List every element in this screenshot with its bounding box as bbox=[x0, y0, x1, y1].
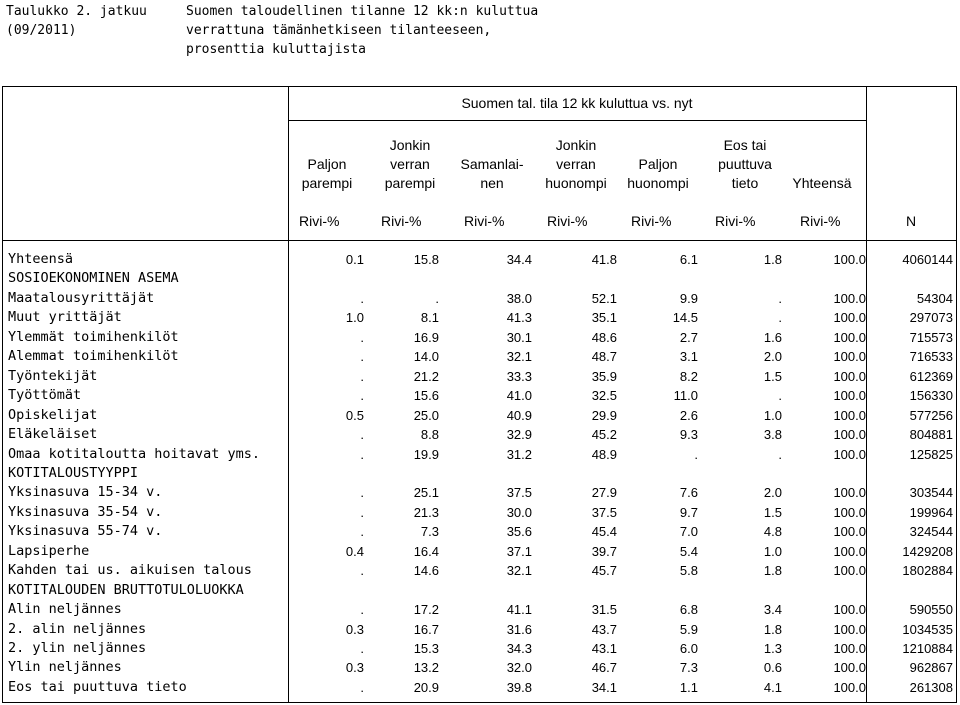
table-cell: 25.1 bbox=[413, 485, 439, 501]
table-cell: . bbox=[360, 388, 364, 404]
table-cell: 100.0 bbox=[833, 388, 866, 404]
table-cell: 2.6 bbox=[679, 407, 698, 423]
table-cell: 27.9 bbox=[591, 485, 617, 501]
table-cell: 100.0 bbox=[833, 563, 866, 579]
table-cell: . bbox=[360, 446, 364, 462]
table-cell: 34.1 bbox=[591, 679, 617, 695]
section-heading: SOSIOEKONOMINEN ASEMA bbox=[8, 270, 179, 287]
table-cell: 100.0 bbox=[833, 349, 866, 365]
table-cell: 297073 bbox=[909, 310, 953, 326]
table-cell: 1802884 bbox=[902, 563, 953, 579]
table-cell: . bbox=[360, 504, 364, 520]
table-cell: 7.3 bbox=[679, 660, 698, 676]
table-cell: 716533 bbox=[909, 349, 953, 365]
table-cell: 100.0 bbox=[833, 290, 866, 306]
table-row bbox=[0, 542, 960, 561]
table-cell: . bbox=[360, 524, 364, 540]
table-title: Suomen taloudellinen tilanne 12 kk:n kuluttua verrattuna tämänhetkiseen tilanteeseen, prosenttia kuluttajista bbox=[186, 4, 539, 57]
table-cell: 1.0 bbox=[763, 407, 782, 423]
table-cell: 11.0 bbox=[673, 388, 698, 404]
table-cell: 43.7 bbox=[591, 621, 617, 637]
table-cell: 7.6 bbox=[679, 485, 698, 501]
header-divider bbox=[2, 240, 957, 241]
table-cell: 15.3 bbox=[413, 641, 439, 656]
row-label: Muut yrittäjät bbox=[8, 309, 122, 326]
table-cell: 39.7 bbox=[591, 543, 617, 559]
table-row bbox=[0, 561, 960, 580]
table-cell: 31.6 bbox=[506, 621, 532, 637]
table-cell: 16.4 bbox=[413, 543, 439, 559]
table-cell: 962867 bbox=[909, 660, 953, 676]
table-cell: 100.0 bbox=[833, 329, 866, 345]
table-cell: 32.1 bbox=[506, 349, 532, 365]
table-cell: . bbox=[360, 329, 364, 345]
table-cell: 100.0 bbox=[833, 504, 866, 520]
table-cell: 1.5 bbox=[763, 368, 782, 384]
table-cell: 7.3 bbox=[420, 524, 439, 540]
column-header: Yhteensä bbox=[792, 175, 852, 191]
column-header: Jonkin verran huonompi bbox=[545, 137, 607, 191]
table-cell: 37.1 bbox=[506, 543, 532, 559]
table-cell: 100.0 bbox=[833, 252, 866, 267]
table-cell: 125825 bbox=[909, 446, 953, 462]
table-row bbox=[0, 406, 960, 425]
table-cell: 577256 bbox=[909, 407, 953, 423]
table-cell: 35.9 bbox=[591, 368, 617, 384]
row-label: 2. alin neljännes bbox=[8, 620, 147, 637]
column-header: Eos tai puuttuva tieto bbox=[718, 137, 772, 191]
table-cell: 14.6 bbox=[413, 563, 439, 579]
table-cell: 715573 bbox=[909, 329, 953, 345]
table-cell: . bbox=[435, 290, 439, 306]
table-cell: . bbox=[778, 310, 782, 326]
table-cell: 4.8 bbox=[763, 524, 782, 540]
table-cell: 100.0 bbox=[833, 621, 866, 637]
table-cell: 45.2 bbox=[591, 427, 617, 443]
table-row bbox=[0, 250, 960, 269]
table-cell: 54304 bbox=[916, 290, 953, 306]
table-cell: 21.3 bbox=[413, 504, 439, 520]
table-cell: 1.6 bbox=[763, 329, 782, 345]
table-cell: 612369 bbox=[909, 368, 953, 384]
table-cell: 45.4 bbox=[591, 524, 617, 540]
table-cell: . bbox=[778, 446, 782, 462]
table-cell: 34.3 bbox=[506, 641, 532, 656]
table-cell: 100.0 bbox=[833, 446, 866, 462]
table-cell: . bbox=[360, 290, 364, 306]
table-cell: 17.2 bbox=[413, 602, 439, 618]
table-cell: 30.1 bbox=[506, 329, 532, 345]
table-cell: . bbox=[360, 679, 364, 695]
table-cell: 5.9 bbox=[679, 621, 698, 637]
table-cell: 48.9 bbox=[591, 446, 617, 462]
table-cell: 13.2 bbox=[413, 660, 439, 676]
row-label: Eos tai puuttuva tieto bbox=[8, 678, 187, 695]
table-cell: 2.0 bbox=[763, 485, 782, 501]
table-cell: 46.7 bbox=[591, 660, 617, 676]
table-cell: 9.3 bbox=[679, 427, 698, 443]
table-cell: 43.1 bbox=[591, 641, 617, 656]
table-cell: 31.5 bbox=[591, 602, 617, 618]
table-cell: 9.9 bbox=[679, 290, 698, 306]
table-cell: 100.0 bbox=[833, 641, 866, 656]
table-row bbox=[0, 678, 960, 697]
table-cell: 16.7 bbox=[413, 621, 439, 637]
table-row bbox=[0, 522, 960, 541]
table-cell: 1.8 bbox=[763, 563, 782, 579]
table-cell: 100.0 bbox=[833, 524, 866, 540]
table-cell: 41.8 bbox=[591, 252, 617, 267]
row-label: Eläkeläiset bbox=[8, 426, 98, 443]
table-cell: 5.8 bbox=[679, 563, 698, 579]
table-cell: 34.4 bbox=[506, 252, 532, 267]
table-cell: 199964 bbox=[909, 504, 953, 520]
table-cell: 0.6 bbox=[763, 660, 782, 676]
row-label: Omaa kotitaloutta hoitavat yms. bbox=[8, 445, 260, 462]
group-title: Suomen tal. tila 12 kk kuluttua vs. nyt bbox=[461, 95, 693, 111]
row-label: Yksinasuva 55-74 v. bbox=[8, 523, 163, 540]
table-cell: 8.1 bbox=[420, 310, 439, 326]
table-cell: 1034535 bbox=[902, 621, 953, 637]
table-cell: 100.0 bbox=[833, 543, 866, 559]
table-cell: . bbox=[360, 563, 364, 579]
unit-label: Rivi-% bbox=[800, 213, 841, 229]
table-row bbox=[0, 308, 960, 327]
table-cell: 4.1 bbox=[763, 679, 782, 695]
table-cell: 38.0 bbox=[506, 290, 532, 306]
table-row bbox=[0, 620, 960, 639]
table-cell: . bbox=[360, 349, 364, 365]
table-row bbox=[0, 658, 960, 677]
row-label: Ylin neljännes bbox=[8, 659, 122, 676]
unit-label: Rivi-% bbox=[299, 213, 340, 229]
row-label: Ylemmät toimihenkilöt bbox=[8, 328, 179, 345]
table-row bbox=[0, 483, 960, 502]
table-cell: 45.7 bbox=[591, 563, 617, 579]
table-cell: 48.6 bbox=[591, 329, 617, 345]
section-heading-row bbox=[0, 269, 960, 288]
unit-label: Rivi-% bbox=[631, 213, 672, 229]
table-cell: 261308 bbox=[909, 679, 953, 695]
unit-label: N bbox=[906, 213, 917, 229]
table-cell: 35.6 bbox=[506, 524, 532, 540]
table-cell: . bbox=[360, 602, 364, 618]
table-cell: 2.0 bbox=[763, 349, 782, 365]
table-cell: 0.3 bbox=[345, 621, 364, 637]
table-cell: . bbox=[360, 427, 364, 443]
table-cell: 100.0 bbox=[833, 427, 866, 443]
table-cell: 324544 bbox=[909, 524, 953, 540]
row-label: Yhteensä bbox=[8, 251, 74, 267]
table-cell: 3.8 bbox=[763, 427, 782, 443]
table-cell: . bbox=[778, 290, 782, 306]
table-cell: 156330 bbox=[909, 388, 953, 404]
row-label: Lapsiperhe bbox=[8, 542, 90, 559]
table-row bbox=[0, 600, 960, 619]
table-row bbox=[0, 503, 960, 522]
table-cell: 6.0 bbox=[679, 641, 698, 656]
table-cell: 35.1 bbox=[591, 310, 617, 326]
table-cell: . bbox=[360, 485, 364, 501]
table-cell: 2.7 bbox=[679, 329, 698, 345]
section-heading: KOTITALOUDEN BRUTTOTULOLUOKKA bbox=[8, 581, 244, 598]
column-header: Paljon huonompi bbox=[627, 156, 689, 191]
table-cell: . bbox=[360, 368, 364, 384]
table-row bbox=[0, 289, 960, 308]
table-cell: 20.9 bbox=[413, 679, 439, 695]
table-cell: 3.4 bbox=[763, 602, 782, 618]
table-cell: 16.9 bbox=[413, 329, 439, 345]
table-cell: 0.1 bbox=[345, 252, 364, 267]
table-cell: 1210884 bbox=[902, 641, 953, 656]
table-cell: 32.9 bbox=[506, 427, 532, 443]
table-cell: 100.0 bbox=[833, 660, 866, 676]
unit-label: Rivi-% bbox=[715, 213, 756, 229]
table-cell: . bbox=[360, 641, 364, 656]
table-cell: 804881 bbox=[909, 427, 953, 443]
table-cell: 1.5 bbox=[763, 504, 782, 520]
table-cell: 1.8 bbox=[763, 621, 782, 637]
table-cell: 37.5 bbox=[506, 485, 532, 501]
table-cell: 32.1 bbox=[506, 563, 532, 579]
table-cell: 41.3 bbox=[506, 310, 532, 326]
table-row bbox=[0, 328, 960, 347]
row-label: Yksinasuva 35-54 v. bbox=[8, 503, 163, 520]
table-cell: 0.4 bbox=[345, 543, 364, 559]
table-cell: 0.5 bbox=[345, 407, 364, 423]
table-cell: 100.0 bbox=[833, 485, 866, 501]
column-header: Jonkin verran parempi bbox=[384, 137, 436, 191]
table-cell: 1.3 bbox=[763, 641, 782, 656]
table-cell: 100.0 bbox=[833, 602, 866, 618]
row-label: Yksinasuva 15-34 v. bbox=[8, 484, 163, 501]
table-cell: 6.1 bbox=[679, 252, 698, 267]
table-cell: 1.8 bbox=[763, 252, 782, 267]
table-cell: 1.0 bbox=[763, 543, 782, 559]
table-row bbox=[0, 386, 960, 405]
table-cell: 21.2 bbox=[413, 368, 439, 384]
column-header: Samanlai- nen bbox=[460, 156, 524, 191]
table-row bbox=[0, 367, 960, 386]
table-cell: 30.0 bbox=[506, 504, 532, 520]
table-cell: 33.3 bbox=[506, 368, 532, 384]
table-cell: 40.9 bbox=[506, 407, 532, 423]
section-heading: KOTITALOUSTYYPPI bbox=[8, 464, 139, 481]
table-cell: 25.0 bbox=[413, 407, 439, 423]
table-cell: 32.0 bbox=[506, 660, 532, 676]
row-label: Työttömät bbox=[8, 387, 82, 404]
row-label: Alemmat toimihenkilöt bbox=[8, 348, 179, 365]
unit-label: Rivi-% bbox=[464, 213, 505, 229]
table-cell: 4060144 bbox=[902, 252, 953, 267]
table-row bbox=[0, 425, 960, 444]
table-cell: 100.0 bbox=[833, 407, 866, 423]
section-heading-row bbox=[0, 581, 960, 600]
table-cell: 100.0 bbox=[833, 310, 866, 326]
column-header: Paljon parempi bbox=[301, 156, 353, 191]
table-cell: 100.0 bbox=[833, 679, 866, 695]
unit-label: Rivi-% bbox=[547, 213, 588, 229]
table-cell: 5.4 bbox=[679, 543, 698, 559]
table-cell: 29.9 bbox=[591, 407, 617, 423]
row-label: Opiskelijat bbox=[8, 406, 98, 423]
table-row bbox=[0, 445, 960, 464]
group-header-divider bbox=[288, 120, 867, 121]
table-cell: 41.1 bbox=[506, 602, 532, 618]
section-heading-row bbox=[0, 464, 960, 483]
table-cell: 14.5 bbox=[672, 310, 698, 326]
table-cell: 32.5 bbox=[591, 388, 617, 404]
table-cell: 14.0 bbox=[413, 349, 439, 365]
table-cell: 15.6 bbox=[413, 388, 439, 404]
row-label: 2. ylin neljännes bbox=[8, 640, 147, 656]
table-cell: 100.0 bbox=[833, 368, 866, 384]
table-cell: 8.2 bbox=[679, 368, 698, 384]
table-cell: 0.3 bbox=[345, 660, 364, 676]
table-cell: 1.0 bbox=[345, 310, 364, 326]
table-cell: . bbox=[694, 446, 698, 462]
table-row bbox=[0, 347, 960, 366]
row-label: Työntekijät bbox=[8, 367, 98, 384]
table-cell: 6.8 bbox=[679, 602, 698, 618]
table-cell: 48.7 bbox=[591, 349, 617, 365]
table-cell: 37.5 bbox=[591, 504, 617, 520]
table-cell: 590550 bbox=[909, 602, 953, 618]
table-cell: 39.8 bbox=[506, 679, 532, 695]
row-label: Kahden tai us. aikuisen talous bbox=[8, 562, 252, 579]
table-cell: 7.0 bbox=[679, 524, 698, 540]
table-cell: 41.0 bbox=[506, 388, 532, 404]
unit-label: Rivi-% bbox=[381, 213, 422, 229]
table-cell: 19.9 bbox=[413, 446, 439, 462]
table-cell: 3.1 bbox=[679, 349, 698, 365]
table-number: Taulukko 2. jatkuu (09/2011) bbox=[6, 4, 147, 38]
table-cell: 15.8 bbox=[413, 252, 439, 267]
table-cell: 8.8 bbox=[420, 427, 439, 443]
table-cell: 31.2 bbox=[506, 446, 532, 462]
table-cell: 52.1 bbox=[591, 290, 617, 306]
table-cell: 1.1 bbox=[679, 679, 698, 695]
row-label: Maatalousyrittäjät bbox=[8, 289, 155, 306]
table-cell: 303544 bbox=[909, 485, 953, 501]
table-cell: 9.7 bbox=[679, 504, 698, 520]
table-row bbox=[0, 639, 960, 658]
table-cell: . bbox=[778, 388, 782, 404]
row-label: Alin neljännes bbox=[8, 601, 122, 618]
table-cell: 1429208 bbox=[902, 543, 953, 559]
